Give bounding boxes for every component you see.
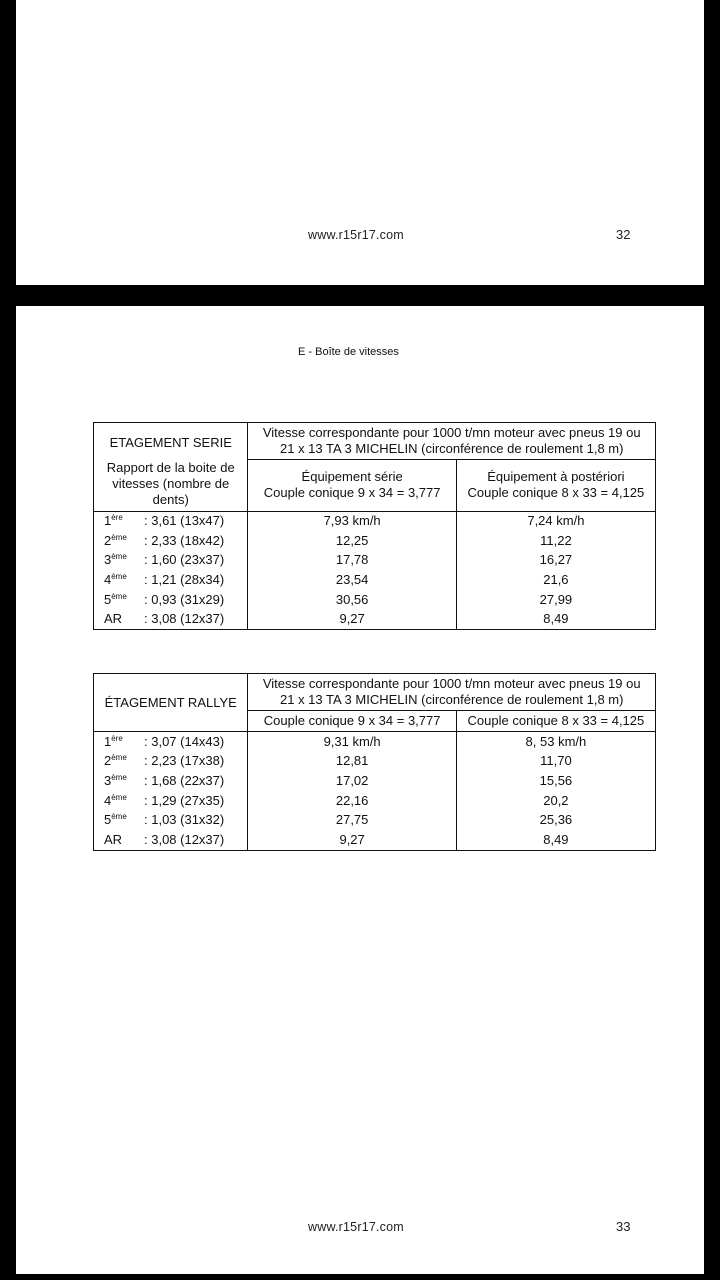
page-number: 33 (616, 1219, 631, 1234)
header-col1: Couple conique 9 x 34 = 3,777 (248, 711, 456, 732)
table-row (94, 570, 656, 590)
gear-cell (94, 609, 248, 629)
header-etagement-rallye: ÉTAGEMENT RALLYE (94, 674, 248, 732)
table-row (94, 830, 656, 850)
header-col1-line2: Couple conique 9 x 34 = 3,777 (263, 485, 441, 501)
speed-col1: 9,27 (248, 830, 456, 850)
table-row (94, 609, 656, 629)
gear-suffix: ème (111, 591, 127, 601)
footer-url: www.r15r17.com (308, 228, 404, 242)
table-row (94, 511, 656, 531)
speed-col2: 11,22 (456, 531, 655, 551)
header-col2: Couple conique 8 x 33 = 4,125 (456, 711, 655, 732)
gear-label: 5 (104, 591, 112, 607)
gear-ratio: : 2,33 (18x42) (144, 532, 225, 548)
gear-cell (94, 752, 248, 772)
speed-col2: 25,36 (456, 810, 655, 830)
gear-label: 2 (104, 753, 112, 769)
header-etagement-serie: ETAGEMENT SERIE (109, 434, 232, 450)
gear-ratio: : 1,60 (23x37) (144, 552, 225, 568)
speed-col1: 9,31 km/h (248, 732, 456, 752)
gear-ratio: : 3,08 (12x37) (144, 611, 225, 627)
speed-col2: 16,27 (456, 551, 655, 571)
table-row (94, 590, 656, 610)
gear-ratio: : 1,29 (27x35) (144, 792, 225, 808)
gear-label: 1 (104, 513, 112, 529)
gear-suffix: ème (111, 792, 127, 802)
gear-ratio: : 3,07 (14x43) (144, 733, 225, 749)
table-row (94, 732, 656, 752)
speed-col2: 7,24 km/h (456, 511, 655, 531)
gear-cell (94, 570, 248, 590)
speed-col2: 11,70 (456, 752, 655, 772)
header-main: Vitesse correspondante pour 1000 t/mn moteur avec pneus 19 ou 21 x 13 TA 3 MICHELIN (circonférence de roulement 1,8 m) (248, 674, 656, 711)
table-row (94, 752, 656, 772)
footer-url: www.r15r17.com (308, 1220, 404, 1234)
gear-cell (94, 590, 248, 610)
gear-suffix: ème (111, 552, 127, 562)
speed-col2: 8,49 (456, 830, 655, 850)
page-32 (16, 0, 704, 285)
table-etagement-serie (93, 422, 656, 630)
gear-label: 4 (104, 572, 112, 588)
table-row (94, 531, 656, 551)
speed-col1: 12,81 (248, 752, 456, 772)
header-left-title (94, 423, 248, 460)
table-row (94, 810, 656, 830)
header-col1-line1: Équipement série (301, 469, 403, 485)
gear-label: 5 (104, 812, 112, 828)
speed-col1: 22,16 (248, 791, 456, 811)
gear-label: AR (104, 611, 123, 627)
speed-col1: 30,56 (248, 590, 456, 610)
gear-label: 3 (104, 552, 112, 568)
page-33 (16, 306, 704, 1274)
speed-col1: 12,25 (248, 531, 456, 551)
gear-ratio: : 3,61 (13x47) (144, 513, 225, 529)
gear-ratio: : 1,68 (22x37) (144, 772, 225, 788)
speed-col2: 20,2 (456, 791, 655, 811)
speed-col1: 17,02 (248, 771, 456, 791)
speed-col1: 23,54 (248, 570, 456, 590)
gear-cell (94, 531, 248, 551)
gear-cell (94, 511, 248, 531)
gear-suffix: ème (111, 753, 127, 763)
section-title: E - Boîte de vitesses (298, 346, 399, 358)
table-etagement-rallye (93, 673, 656, 851)
speed-col2: 21,6 (456, 570, 655, 590)
speed-col1: 7,93 km/h (248, 511, 456, 531)
table-row (94, 551, 656, 571)
table-row (94, 771, 656, 791)
gear-suffix: ère (111, 513, 123, 523)
gear-suffix: ème (111, 772, 127, 782)
gear-ratio: : 3,08 (12x37) (144, 831, 225, 847)
gear-suffix: ère (111, 733, 123, 743)
gear-ratio: : 0,93 (31x29) (144, 591, 225, 607)
gear-cell (94, 810, 248, 830)
gear-label: 1 (104, 733, 112, 749)
gear-label: 3 (104, 772, 112, 788)
gear-cell (94, 732, 248, 752)
speed-col2: 27,99 (456, 590, 655, 610)
speed-col2: 8, 53 km/h (456, 732, 655, 752)
speed-col1: 9,27 (248, 609, 456, 629)
gear-label: 2 (104, 532, 112, 548)
header-left-subtitle: Rapport de la boite de vitesses (nombre de dents) (94, 460, 248, 512)
gear-ratio: : 2,23 (17x38) (144, 753, 225, 769)
gear-cell (94, 771, 248, 791)
gear-ratio: : 1,21 (28x34) (144, 572, 225, 588)
speed-col2: 8,49 (456, 609, 655, 629)
speed-col1: 27,75 (248, 810, 456, 830)
gear-suffix: ème (111, 572, 127, 582)
gear-cell (94, 791, 248, 811)
header-col2-line1: Équipement à postériori (487, 469, 625, 485)
table-row (94, 791, 656, 811)
gear-label: 4 (104, 792, 112, 808)
speed-col2: 15,56 (456, 771, 655, 791)
gear-suffix: ème (111, 812, 127, 822)
gear-suffix: ème (111, 532, 127, 542)
header-main: Vitesse correspondante pour 1000 t/mn moteur avec pneus 19 ou 21 x 13 TA 3 MICHELIN (circonférence de roulement 1,8 m) (248, 423, 656, 460)
gear-cell (94, 830, 248, 850)
speed-col1: 17,78 (248, 551, 456, 571)
page-number: 32 (616, 227, 631, 242)
gear-ratio: : 1,03 (31x32) (144, 812, 225, 828)
header-col2 (456, 460, 655, 512)
header-col1 (248, 460, 456, 512)
header-col2-line2: Couple conique 8 x 33 = 4,125 (467, 485, 645, 501)
gear-cell (94, 551, 248, 571)
gear-label: AR (104, 831, 123, 847)
